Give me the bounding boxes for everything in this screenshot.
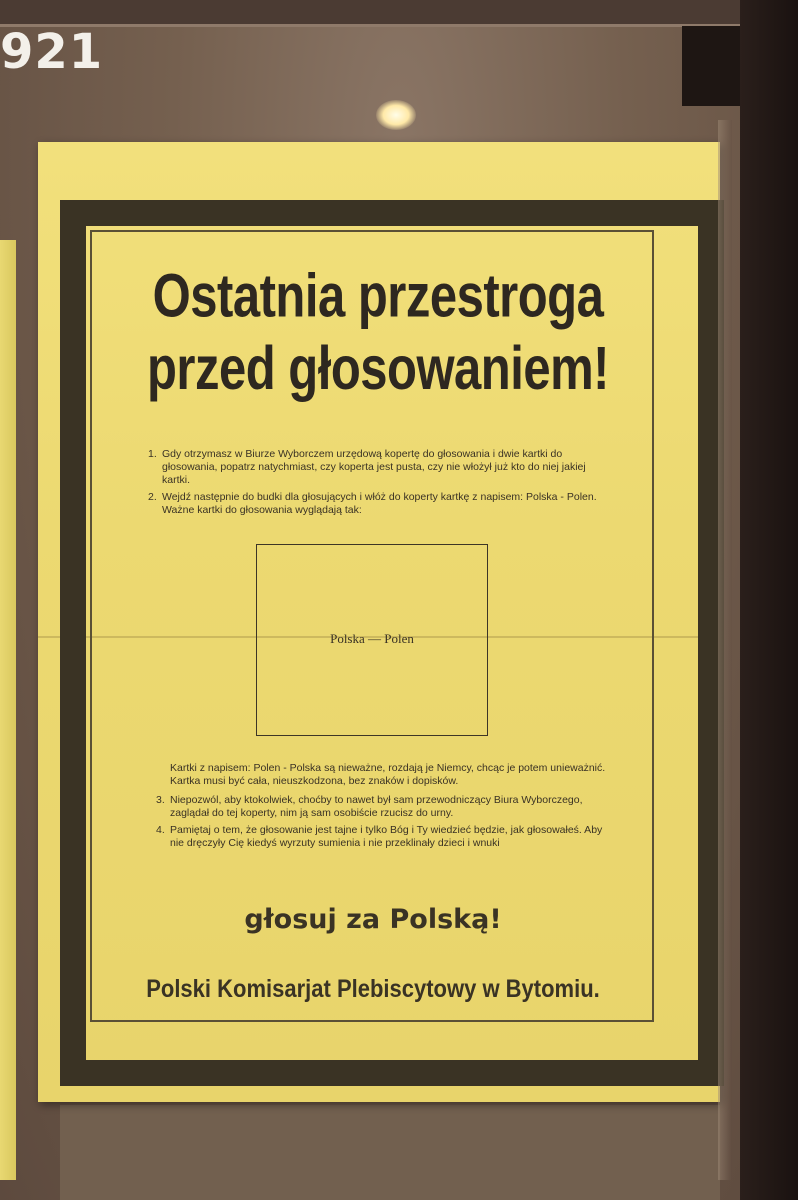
instruction-item <box>148 448 598 487</box>
poster-slogan: głosuj za Polską! <box>244 904 502 935</box>
item-number: 1. <box>148 448 157 460</box>
instructions-bottom <box>156 762 608 854</box>
year-label: 921 <box>0 24 104 80</box>
instruction-item <box>148 491 598 517</box>
ballot-text: Polska — Polen <box>330 631 414 646</box>
display-background <box>60 1105 720 1200</box>
poster-title <box>118 260 638 405</box>
poster-signature: Polski Komisarjat Plebiscytowy w Bytomiu. <box>146 974 600 1003</box>
title-line-2: przed głosowaniem! <box>146 335 609 403</box>
dark-wall <box>740 0 798 1200</box>
item-text: Niepozwól, aby ktokolwiek, choćby to nawet był sam przewodniczący Biura Wyborczego, zaglądał do tej koperty, nim ją sam osobiście rzucisz do urny. <box>170 794 583 819</box>
item-text: Pamiętaj o tem, że głosowanie jest tajne i tylko Bóg i Ty wiedzieć będzie, jak głosowałeś. Aby nie dręczyły Cię kiedyś wyrzuty sumienia i nie przeklinały dzieci i wnuki <box>170 824 603 849</box>
display-top-band <box>0 0 740 24</box>
item-number: 3. <box>156 794 165 806</box>
ballot-note: Kartki z napisem: Polen - Polska są nieważne, rozdają je Niemcy, chcąc je potem unieważnić. Kartka musi być cała, nieuszkodzona, bez znaków i dopisków. <box>170 762 606 787</box>
display-frame-edge <box>0 24 740 27</box>
title-line-1: Ostatnia przestroga <box>152 262 604 330</box>
spotlight-reflection <box>376 100 416 130</box>
item-text: Wejdź następnie do budki dla głosujących i włóż do koperty kartkę z napisem: Polska - Polen. Ważne kartki do głosowania wyglądają tak: <box>162 491 597 516</box>
item-number: 4. <box>156 824 165 836</box>
ballot-sample <box>256 544 488 736</box>
instructions-top <box>148 448 598 521</box>
instruction-item <box>156 794 608 820</box>
adjacent-poster-edge <box>0 240 16 1180</box>
plebiscite-poster <box>38 142 720 1102</box>
glass-reflection <box>718 120 732 1180</box>
item-number: 2. <box>148 491 157 503</box>
item-text: Gdy otrzymasz w Biurze Wyborczem urzędową kopertę do głosowania i dwie kartki do głosowania, popatrz natychmiast, czy koperta jest pusta, czy nie włożył już kto do niej jakiej kartki. <box>162 448 586 486</box>
instruction-item <box>156 824 608 850</box>
